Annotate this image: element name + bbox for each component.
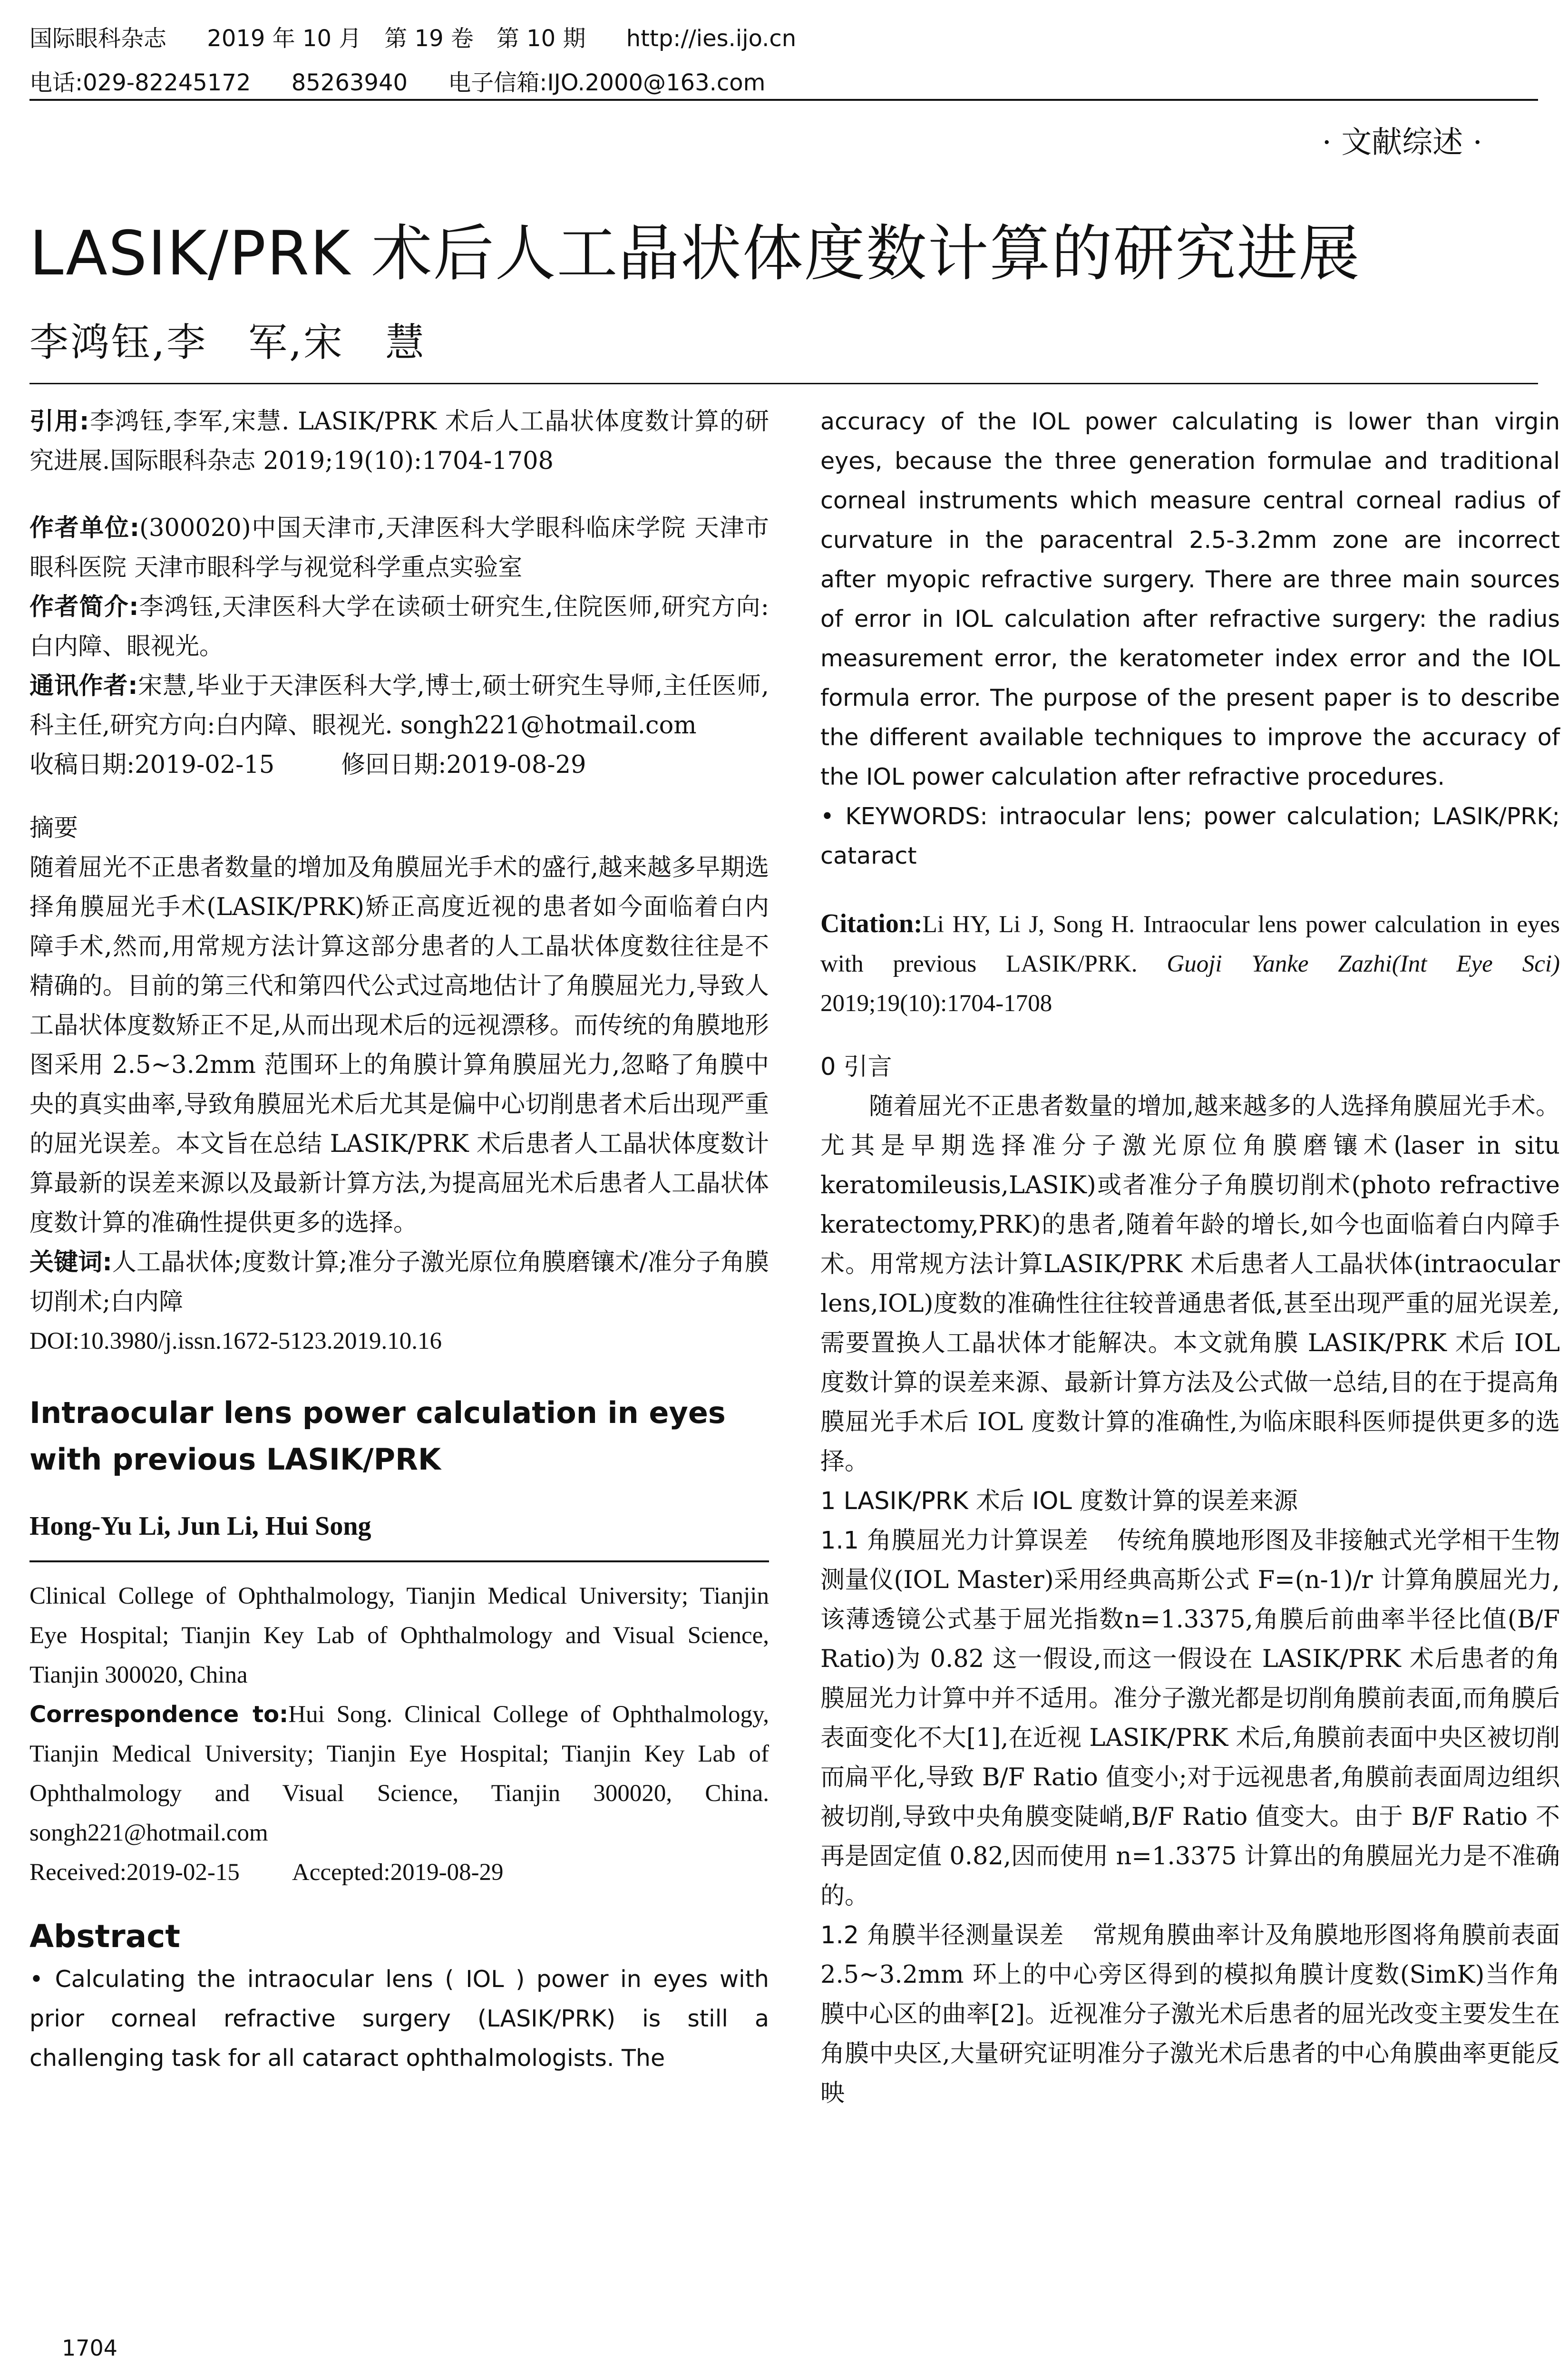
citation-en-label: Citation: <box>820 909 923 938</box>
abstract-en-start: • Calculating the intraocular lens ( IOL ) power in eyes with prior corneal refractive surgery (LASIK/PRK) is still a challenging task for all cataract ophthalmologists. The <box>29 1966 769 2072</box>
header-rule <box>29 99 1538 101</box>
section-tag: · 文献综述 · <box>1322 125 1482 160</box>
title-rule <box>29 383 1538 384</box>
journal-url[interactable]: http://ies.ijo.cn <box>626 25 797 52</box>
citation-en <box>820 904 1560 1023</box>
authors-rule <box>29 1546 769 1562</box>
en-accepted: Accepted:2019-08-29 <box>292 1859 504 1886</box>
corresponding-author <box>29 666 769 745</box>
author-bio <box>29 587 769 666</box>
section-1-heading: 1 LASIK/PRK 术后 IOL 度数计算的误差来源 <box>820 1487 1298 1515</box>
english-affiliation: Clinical College of Ophthalmology, Tianjin Medical University; Tianjin Eye Hospital; Tianjin Key Lab of Ophthalmology and Visual Science, Tianjin 300020, China <box>29 1583 769 1688</box>
right-column <box>820 402 1560 2113</box>
english-dates <box>29 1853 769 1892</box>
section-1-1-heading: 1.1 角膜屈光力计算误差 <box>820 1527 1089 1555</box>
abstract-en-continued: accuracy of the IOL power calculating is lower than virgin eyes, because the three generation formulae and traditional corneal instruments which measure central corneal radius of curvature in the paracentral 2.5-3.2mm zone are incorrect after myopic refractive surgery. There are three main sources of error in IOL calculation after refractive surgery: the radius measurement error, the keratometer index error and the IOL formula error. The purpose of the present paper is to describe the different available techniques to improve the accuracy of the IOL power calculation after refractive procedures. <box>820 408 1560 790</box>
intro-heading: 0 引言 <box>820 1053 892 1081</box>
citation-text: 李鸿钰,李军,宋慧. LASIK/PRK 术后人工晶状体度数计算的研究进展.国际眼科杂志 2019;19(10):1704-1708 <box>29 408 769 475</box>
english-title: Intraocular lens power calculation in eyes with previous LASIK/PRK <box>29 1395 726 1477</box>
english-correspondence <box>29 1695 769 1853</box>
intro-text: 随着屈光不正患者数量的增加,越来越多的人选择角膜屈光手术。尤其是早期选择准分子激光原位角膜磨镶术(laser in situ keratomileusis,LASIK)或者准分子角膜切削术(photo refractive keratectomy,PRK)的患者,随着年龄的增长,如今也面临着白内障手术。用常规方法计算LASIK/PRK 术后患者人工晶状体(intraocular lens,IOL)度数的准确性往往较普通患者低,甚至出现严重的屈光误差,需要置换人工晶状体才能解决。本文就角膜 LASIK/PRK 术后 IOL 度数计算的误差来源、最新计算方法及公式做一总结,目的在于提高角膜屈光手术后 IOL 度数计算的准确性,为临床眼科医师提供更多的选择。 <box>820 1092 1560 1476</box>
running-header-line2 <box>29 64 799 97</box>
english-authors: Hong-Yu Li, Jun Li, Hui Song <box>29 1511 371 1541</box>
phone-1: 电话:029-82245172 <box>29 69 251 96</box>
abstract-heading-cn: 摘要 <box>29 814 78 842</box>
citation-label: 引用: <box>29 408 89 436</box>
running-header-line1 <box>29 20 829 53</box>
revised-date: 修回日期:2019-08-29 <box>341 751 586 779</box>
abstract-cn: 随着屈光不正患者数量的增加及角膜屈光手术的盛行,越来越多早期选择角膜屈光手术(LASIK/PRK)矫正高度近视的患者如今面临着白内障手术,然而,用常规方法计算这部分患者的人工晶状体度数往往是不精确的。目前的第三代和第四代公式过高地估计了角膜屈光力,导致人工晶状体度数矫正不足,从而出现术后的远视漂移。而传统的角膜地形图采用 2.5~3.2mm 范围环上的角膜计算角膜屈光力,忽略了角膜中央的真实曲率,导致角膜屈光术后尤其是偏中心切削患者术后出现严重的屈光误差。本文旨在总结 LASIK/PRK 术后患者人工晶状体度数计算最新的误差来源以及最新计算方法,为提高屈光术后患者人工晶状体度数计算的准确性提供更多的选择。 <box>29 854 769 1237</box>
corr-text: 宋慧,毕业于天津医科大学,博士,硕士研究生导师,主任医师,科主任,研究方向:白内障、眼视光. songh221@hotmail.com <box>29 672 769 740</box>
keywords-label: 关键词: <box>29 1248 112 1276</box>
dates-cn <box>29 745 769 785</box>
section-1-2 <box>820 1916 1560 2113</box>
section-1-1-text: 传统角膜地形图及非接触式光学相干生物测量仪(IOL Master)采用经典高斯公式 F=(n-1)/r 计算角膜屈光力,该薄透镜公式基于屈光指数n=1.3375,角膜后前曲率半径比值(B/F Ratio)为 0.82 这一假设,而这一假设在 LASIK/PRK 术后患者的角膜屈光力计算中并不适用。准分子激光都是切削角膜前表面,而角膜后表面变化不大[1],在近视 LASIK/PRK 术后,角膜前表面中央区被切削而扁平化,导致 B/F Ratio 值变小;对于远视患者,角膜前表面周边组织被切削,导致中央角膜变陡峭,B/F Ratio 值变大。由于 B/F Ratio 不再是固定值 0.82,因而使用 n=1.3375 计算出的角膜屈光力是不准确的。 <box>820 1527 1560 1910</box>
citation-en-text: Li HY, Li J, Song H. Intraocular lens power calculation in eyes with previous LASIK/PRK. <box>820 911 1560 977</box>
bio-label: 作者简介: <box>29 593 139 621</box>
keywords-cn <box>29 1243 769 1322</box>
corr-label: 通讯作者: <box>29 672 138 700</box>
keywords-en: • KEYWORDS: intraocular lens; power calculation; LASIK/PRK; cataract <box>820 803 1560 869</box>
article-title: LASIK/PRK 术后人工晶状体度数计算的研究进展 <box>29 218 1361 289</box>
doi[interactable]: DOI:10.3980/j.issn.1672-5123.2019.10.16 <box>29 1328 442 1354</box>
bio-text: 李鸿钰,天津医科大学在读硕士研究生,住院医师,研究方向:白内障、眼视光。 <box>29 593 769 661</box>
section-1-2-text: 常规角膜曲率计及角膜地形图将角膜前表面 2.5~3.2mm 环上的中心旁区得到的模拟角膜计度数(SimK)当作角膜中心区的曲率[2]。近视准分子激光术后患者的屈光改变主要发生在角膜中央区,大量研究证明准分子激光术后患者的中心角膜曲率更能反映 <box>820 1921 1560 2107</box>
authors-cn: 李鸿钰,李 军,宋 慧 <box>29 320 427 365</box>
abstract-heading-en: Abstract <box>29 1918 180 1955</box>
issue-info: 2019 年 10 月 第 19 卷 第 10 期 <box>207 25 586 52</box>
citation-en-tail: 2019;19(10):1704-1708 <box>820 990 1052 1017</box>
en-received: Received:2019-02-15 <box>29 1859 240 1886</box>
en-corr-label: Correspondence to: <box>29 1701 289 1728</box>
section-1-2-heading: 1.2 角膜半径测量误差 <box>820 1921 1064 1949</box>
citation-cn <box>29 402 769 481</box>
affiliation-text: (300020)中国天津市,天津医科大学眼科临床学院 天津市眼科医院 天津市眼科学与视觉科学重点实验室 <box>29 514 769 582</box>
affiliation-cn <box>29 508 769 587</box>
left-column <box>29 402 769 2078</box>
journal-name: 国际眼科杂志 <box>29 25 167 52</box>
affiliation-label: 作者单位: <box>29 514 140 542</box>
keywords-text: 人工晶状体;度数计算;准分子激光原位角膜磨镶术/准分子角膜切削术;白内障 <box>29 1248 769 1316</box>
journal-email[interactable]: 电子信箱:IJO.2000@163.com <box>448 69 766 96</box>
citation-en-journal: Guoji Yanke Zazhi(Int Eye Sci) <box>1167 951 1560 977</box>
en-corr-text: Hui Song. Clinical College of Ophthalmology, Tianjin Medical University; Tianjin Eye Hospital; Tianjin Key Lab of Ophthalmology and Visual Science, Tianjin 300020, China. songh221@hotmail.com <box>29 1701 769 1846</box>
phone-2: 85263940 <box>291 69 408 96</box>
section-1-1 <box>820 1521 1560 1916</box>
received-date: 收稿日期:2019-02-15 <box>29 751 275 779</box>
page-number: 1704 <box>62 2335 118 2361</box>
